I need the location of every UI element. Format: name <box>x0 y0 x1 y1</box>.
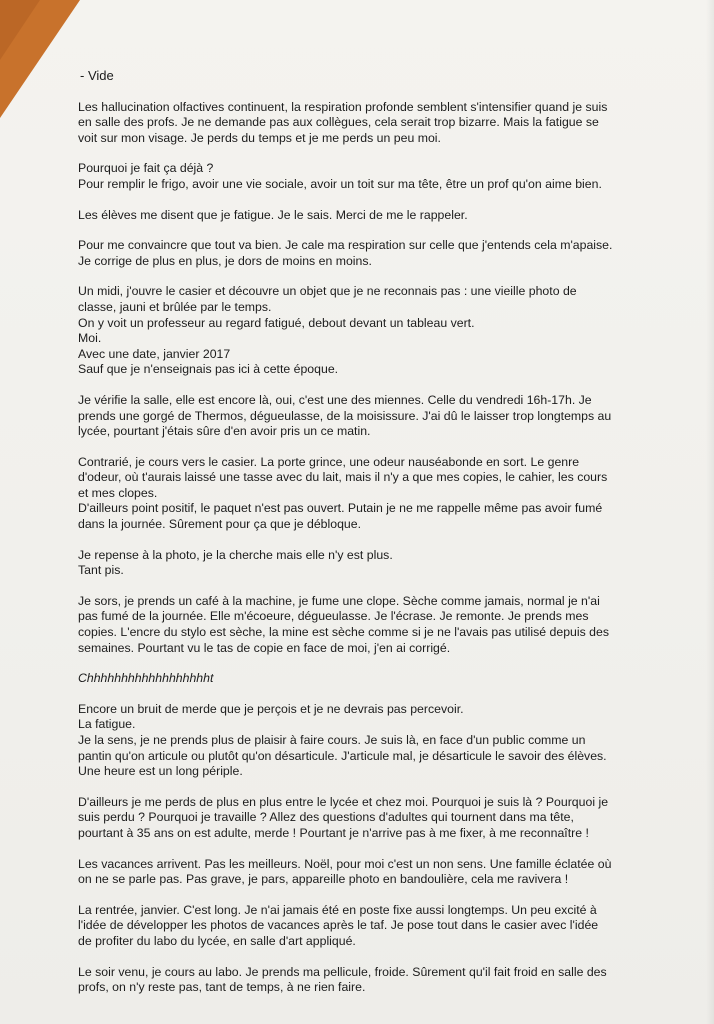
text-line: profs, on n'y reste pas, tant de temps, à ne rien faire. <box>78 980 366 995</box>
text-line: Contrarié, je cours vers le casier. La porte grince, une odeur nauséabonde en sort. Le genre <box>78 454 580 469</box>
paragraph <box>78 100 698 147</box>
text-line: voit sur mon visage. Je perds du temps et je me perds un peu moi. <box>78 130 441 145</box>
paragraph <box>78 702 698 780</box>
text-line: on ne se parle pas. Pas grave, je pars, appareille photo en bandoulière, cela me ravivera ! <box>78 872 569 887</box>
section-heading: - Vide <box>80 68 114 83</box>
text-line: Pour remplir le frigo, avoir une vie sociale, avoir un toit sur ma tête, être un prof qu'on aime bien. <box>78 176 602 191</box>
paragraph <box>78 671 698 687</box>
text-line: Moi. <box>78 331 102 346</box>
text-line: d'odeur, où t'aurais laissé une tasse avec du lait, mais il n'y a que mes copies, le cahier, les cours <box>78 470 608 485</box>
text-line: Je repense à la photo, je la cherche mais elle n'y est plus. <box>78 547 393 562</box>
text-line: Je la sens, je ne prends plus de plaisir à faire cours. Je suis là, en face d'un public comme un <box>78 733 586 747</box>
text-line: et mes clopes. <box>78 485 158 500</box>
paragraph <box>78 284 698 378</box>
text-line: Je vérifie la salle, elle est encore là, oui, c'est une des miennes. Celle du vendredi 16h-17h. Je <box>78 392 592 407</box>
text-line: pantin qu'on articule ou plutôt qu'on désarticule. J'articule mal, je désarticule le savoir des élèves. <box>78 748 607 763</box>
text-line: de profiter du labo du lycée, en salle d'art appliqué. <box>78 933 356 948</box>
text-line: prends une gorgé de Thermos, dégueulasse, de la moisissure. J'ai dû le laisser trop longtemps au <box>78 408 612 423</box>
paragraph <box>78 795 698 842</box>
text-line: Un midi, j'ouvre le casier et découvre un objet que je ne reconnais pas : une vieille photo de <box>78 284 577 299</box>
paragraph <box>78 393 698 440</box>
text-line: lycée, pourtant j'étais sûre d'en avoir pris un ce matin. <box>78 424 371 439</box>
text-line: pas fumé de la journée. Elle m'écoeure, dégueulasse. Je l'écrase. Je remonte. Je prends mes <box>78 609 589 624</box>
text-line: Encore un bruit de merde que je perçois et je ne devrais pas percevoir. <box>78 701 464 716</box>
page-edge-shadow <box>706 0 714 1024</box>
text-line: Chhhhhhhhhhhhhhhhhht <box>78 671 214 686</box>
paragraph <box>78 161 698 192</box>
text-line: On y voit un professeur au regard fatigué, debout devant un tableau vert. <box>78 315 475 330</box>
text-line: D'ailleurs point positif, le paquet n'est pas ouvert. Putain je ne me rappelle même pas avoir fumé <box>78 501 603 516</box>
paragraph <box>78 857 698 888</box>
paragraph <box>78 965 698 996</box>
paragraph <box>78 903 698 950</box>
text-line: Sauf que je n'enseignais pas ici à cette époque. <box>78 362 339 377</box>
text-line: semaines. Pourtant vu le tas de copie en face de moi, j'en ai corrigé. <box>78 640 451 655</box>
text-line: Une heure est un long périple. <box>78 764 243 779</box>
paragraph <box>78 594 698 656</box>
text-line: D'ailleurs je me perds de plus en plus entre le lycée et chez moi. Pourquoi je suis là ? Pourquoi je <box>78 794 609 809</box>
paragraph <box>78 455 698 533</box>
paragraph-list <box>78 100 698 996</box>
document-body <box>78 68 698 1011</box>
text-line: Avec une date, janvier 2017 <box>78 346 231 361</box>
paragraph <box>78 208 698 224</box>
text-line: Les hallucination olfactives continuent, la respiration profonde semblent s'intensifier quand je suis <box>78 99 608 114</box>
text-line: Les vacances arrivent. Pas les meilleurs. Noël, pour moi c'est un non sens. Une famille éclatée où <box>78 856 612 871</box>
text-line: l'idée de développer les photos de vacances après le taf. Je pose tout dans le casier avec l'idée <box>78 918 599 933</box>
text-line: suis perdu ? Pourquoi je travaille ? Allez des questions d'adultes qui tournent dans ma tête, <box>78 810 574 825</box>
text-line: copies. L'encre du stylo est sèche, la mine est sèche comme si je ne l'avais pas utilisé depuis des <box>78 625 609 640</box>
text-line: La rentrée, janvier. C'est long. Je n'ai jamais été en poste fixe aussi longtemps. Un peu excité à <box>78 902 597 917</box>
text-line: classe, jauni et brûlée par le temps. <box>78 299 272 314</box>
paragraph <box>78 238 698 269</box>
text-line: La fatigue. <box>78 717 136 732</box>
text-line: Je corrige de plus en plus, je dors de moins en moins. <box>78 253 372 268</box>
text-line: Tant pis. <box>78 563 124 578</box>
text-line: en salle des profs. Je ne demande pas aux collègues, cela serait trop bizarre. Mais la fatigue se <box>78 115 599 130</box>
text-line: Je sors, je prends un café à la machine, je fume une clope. Sèche comme jamais, normal je n'ai <box>78 593 600 608</box>
paragraph <box>78 548 698 579</box>
text-line: Pourquoi je fait ça déjà ? <box>78 161 214 176</box>
text-line: Le soir venu, je cours au labo. Je prends ma pellicule, froide. Sûrement qu'il fait froid en salle des <box>78 964 607 979</box>
text-line: Pour me convaincre que tout va bien. Je cale ma respiration sur celle que j'entends cela m'apaise. <box>78 238 613 253</box>
page-corner-shade <box>0 0 40 60</box>
text-line: dans la journée. Sûrement pour ça que je débloque. <box>78 517 362 532</box>
text-line: Les élèves me disent que je fatigue. Je le sais. Merci de me le rappeler. <box>78 207 468 222</box>
text-line: pourtant à 35 ans on est adulte, merde ! Pourtant je n'arrive pas à me fixer, à me reconnaître ! <box>78 825 589 840</box>
